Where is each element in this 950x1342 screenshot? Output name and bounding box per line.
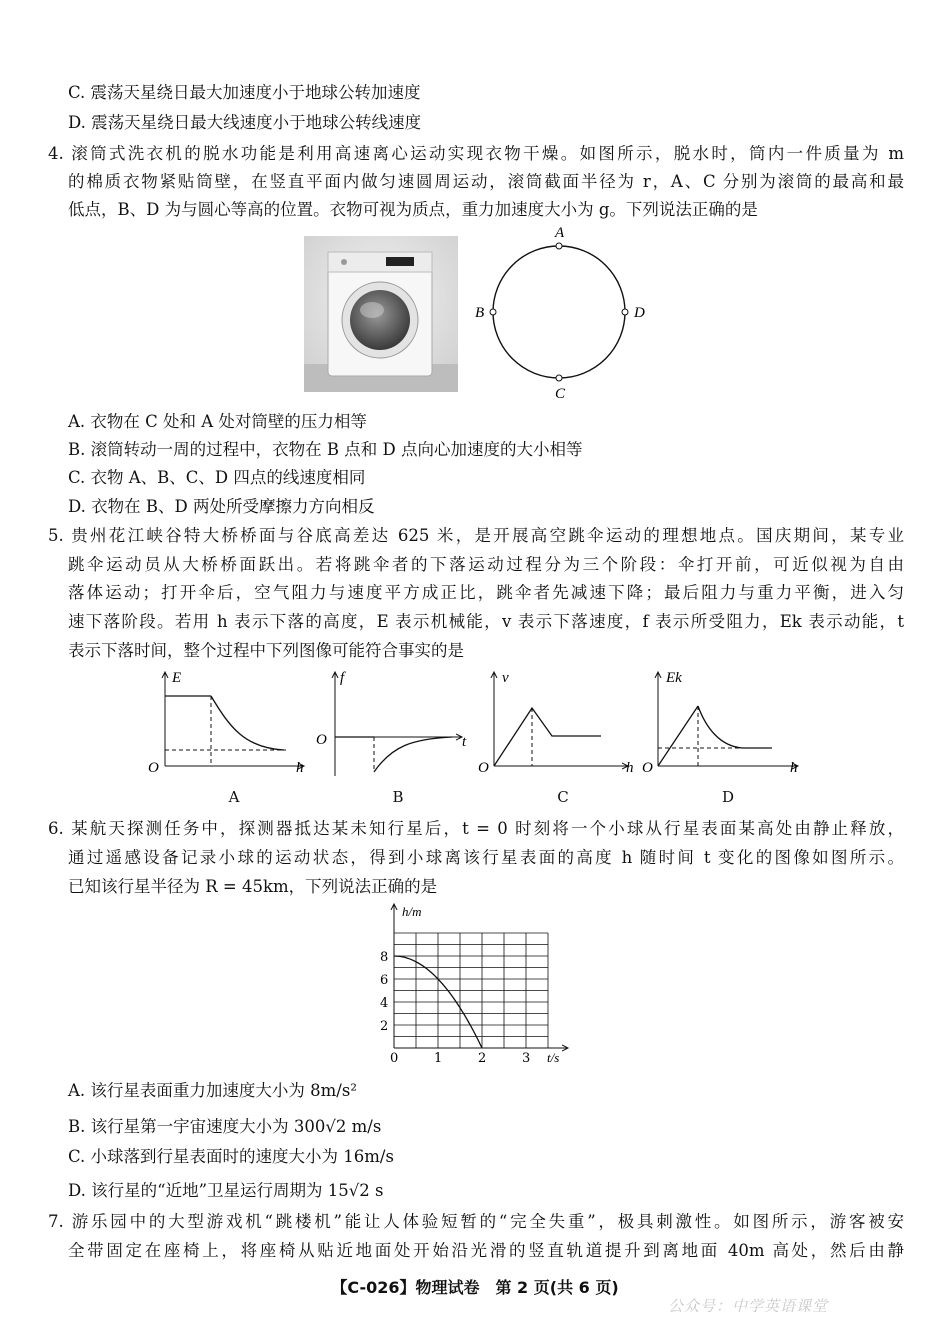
q5-stem-line5: 表示下落时间，整个过程中下列图像可能符合事实的是: [68, 641, 464, 660]
graph-a: [144, 666, 314, 784]
q4-option-b: B. 滚筒转动一周的过程中，衣物在 B 点和 D 点向心加速度的大小相等: [68, 440, 583, 459]
graph-c-y-label: v: [502, 670, 509, 686]
q4-stem-line1: 4. 滚筒式洗衣机的脱水功能是利用高速离心运动实现衣物干燥。如图所示，脱水时，筒内一件质量为 m: [48, 144, 904, 163]
q6-stem-line3: 已知该行星半径为 R = 45km，下列说法正确的是: [68, 877, 438, 896]
point-d-label: D: [634, 305, 645, 321]
graph-b-y-label: f: [340, 670, 345, 686]
q5-stem-line2: 跳伞运动员从大桥桥面跃出。若将跳伞者的下落运动过程分为三个阶段：伞打开前，可近似视为自由: [68, 555, 904, 574]
q6-option-b: B. 该行星第一宇宙速度大小为 300√2 m/s: [68, 1117, 382, 1136]
graph-c: [476, 666, 646, 784]
graph-d-caption: D: [721, 788, 735, 806]
graph-c-origin: O: [478, 760, 489, 776]
graph-c-x-label: h: [626, 760, 634, 776]
point-a-label: A: [555, 226, 565, 241]
q6-option-d: D. 该行星的“近地”卫星运行周期为 15√2 s: [68, 1181, 384, 1200]
q4-option-c: C. 衣物 A、B、C、D 四点的线速度相同: [68, 468, 366, 487]
q4-option-a: A. 衣物在 C 处和 A 处对筒壁的压力相等: [68, 412, 367, 431]
graph-b-x-label: t: [462, 734, 467, 750]
watermark: 公众号：中学英语课堂: [668, 1297, 829, 1315]
q3-option-d: D. 震荡天星绕日最大线速度小于地球公转线速度: [68, 113, 422, 132]
q5-stem-line1: 5. 贵州花江峡谷特大桥桥面与谷底高差达 625 米，是开展高空跳伞运动的理想地点。国庆期间，某专业: [48, 526, 904, 545]
q4-stem-line3: 低点，B、D 为与圆心等高的位置。衣物可视为质点，重力加速度大小为 g。下列说法正确的是: [68, 200, 758, 219]
q4-option-d: D. 衣物在 B、D 两处所受摩擦力方向相反: [68, 497, 375, 516]
graph-d-y-label: Ek: [666, 670, 682, 686]
graph-a-y-label: E: [172, 670, 182, 686]
graph-c-caption: C: [557, 788, 569, 806]
graph-a-x-label: h: [296, 760, 304, 776]
chart-y-label: h/m: [402, 904, 422, 919]
q6-stem-line1: 6. 某航天探测任务中，探测器抵达某未知行星后，t = 0 时刻将一个小球从行星表面某高处由静止释放，: [48, 819, 904, 838]
x-tick-3: 3: [522, 1051, 531, 1066]
y-tick-8: 8: [380, 950, 389, 965]
chart-x-label: t/s: [547, 1050, 560, 1065]
x-tick-1: 1: [434, 1051, 443, 1066]
q5-stem-line3: 落体运动；打开伞后，空气阻力与速度平方成正比，跳伞者先减速下降；最后阻力与重力平衡，进入匀: [68, 583, 904, 602]
q6-stem-line2: 通过遥感设备记录小球的运动状态，得到小球离该行星表面的高度 h 随时间 t 变化的图像如图所示。: [68, 848, 904, 867]
graph-b-origin: O: [316, 732, 327, 748]
graph-d: [640, 666, 810, 784]
q7-stem-line1: 7. 游乐园中的大型游戏机“跳楼机”能让人体验短暂的“完全失重”，极具刺激性。如图所示，游客被安: [48, 1212, 904, 1231]
x-tick-2: 2: [478, 1051, 487, 1066]
graph-d-x-label: h: [790, 760, 798, 776]
page-footer: 【C-026】物理试卷 第 2 页(共 6 页): [331, 1278, 619, 1297]
q3-option-c: C. 震荡天星绕日最大加速度小于地球公转加速度: [68, 83, 421, 102]
q4-stem-line2: 的棉质衣物紧贴筒壁，在竖直平面内做匀速圆周运动，滚筒截面半径为 r，A、C 分别为滚筒的最高和最: [68, 172, 904, 191]
point-b-label: B: [475, 305, 485, 321]
q6-option-a: A. 该行星表面重力加速度大小为 8m/s²: [68, 1081, 357, 1100]
graph-b: [312, 666, 482, 784]
x-tick-0: 0: [390, 1051, 399, 1066]
y-tick-6: 6: [380, 973, 389, 988]
q5-stem-line4: 速下落阶段。若用 h 表示下落的高度，E 表示机械能，v 表示下落速度，f 表示所受阻力，Ek 表示动能，t: [68, 612, 904, 631]
graph-a-origin: O: [148, 760, 159, 776]
drum-cross-section-diagram: [468, 226, 658, 404]
graph-a-caption: A: [228, 788, 240, 806]
height-time-chart: [368, 898, 578, 1074]
q7-stem-line2: 全带固定在座椅上，将座椅从贴近地面处开始沿光滑的竖直轨道提升到离地面 40m 高处，然后由静: [68, 1241, 904, 1260]
point-c-label: C: [555, 386, 566, 402]
q6-option-c: C. 小球落到行星表面时的速度大小为 16m/s: [68, 1147, 394, 1166]
y-tick-4: 4: [380, 996, 389, 1011]
washing-machine-photo: [304, 236, 458, 392]
graph-d-origin: O: [642, 760, 653, 776]
y-tick-2: 2: [380, 1019, 389, 1034]
graph-b-caption: B: [392, 788, 404, 806]
